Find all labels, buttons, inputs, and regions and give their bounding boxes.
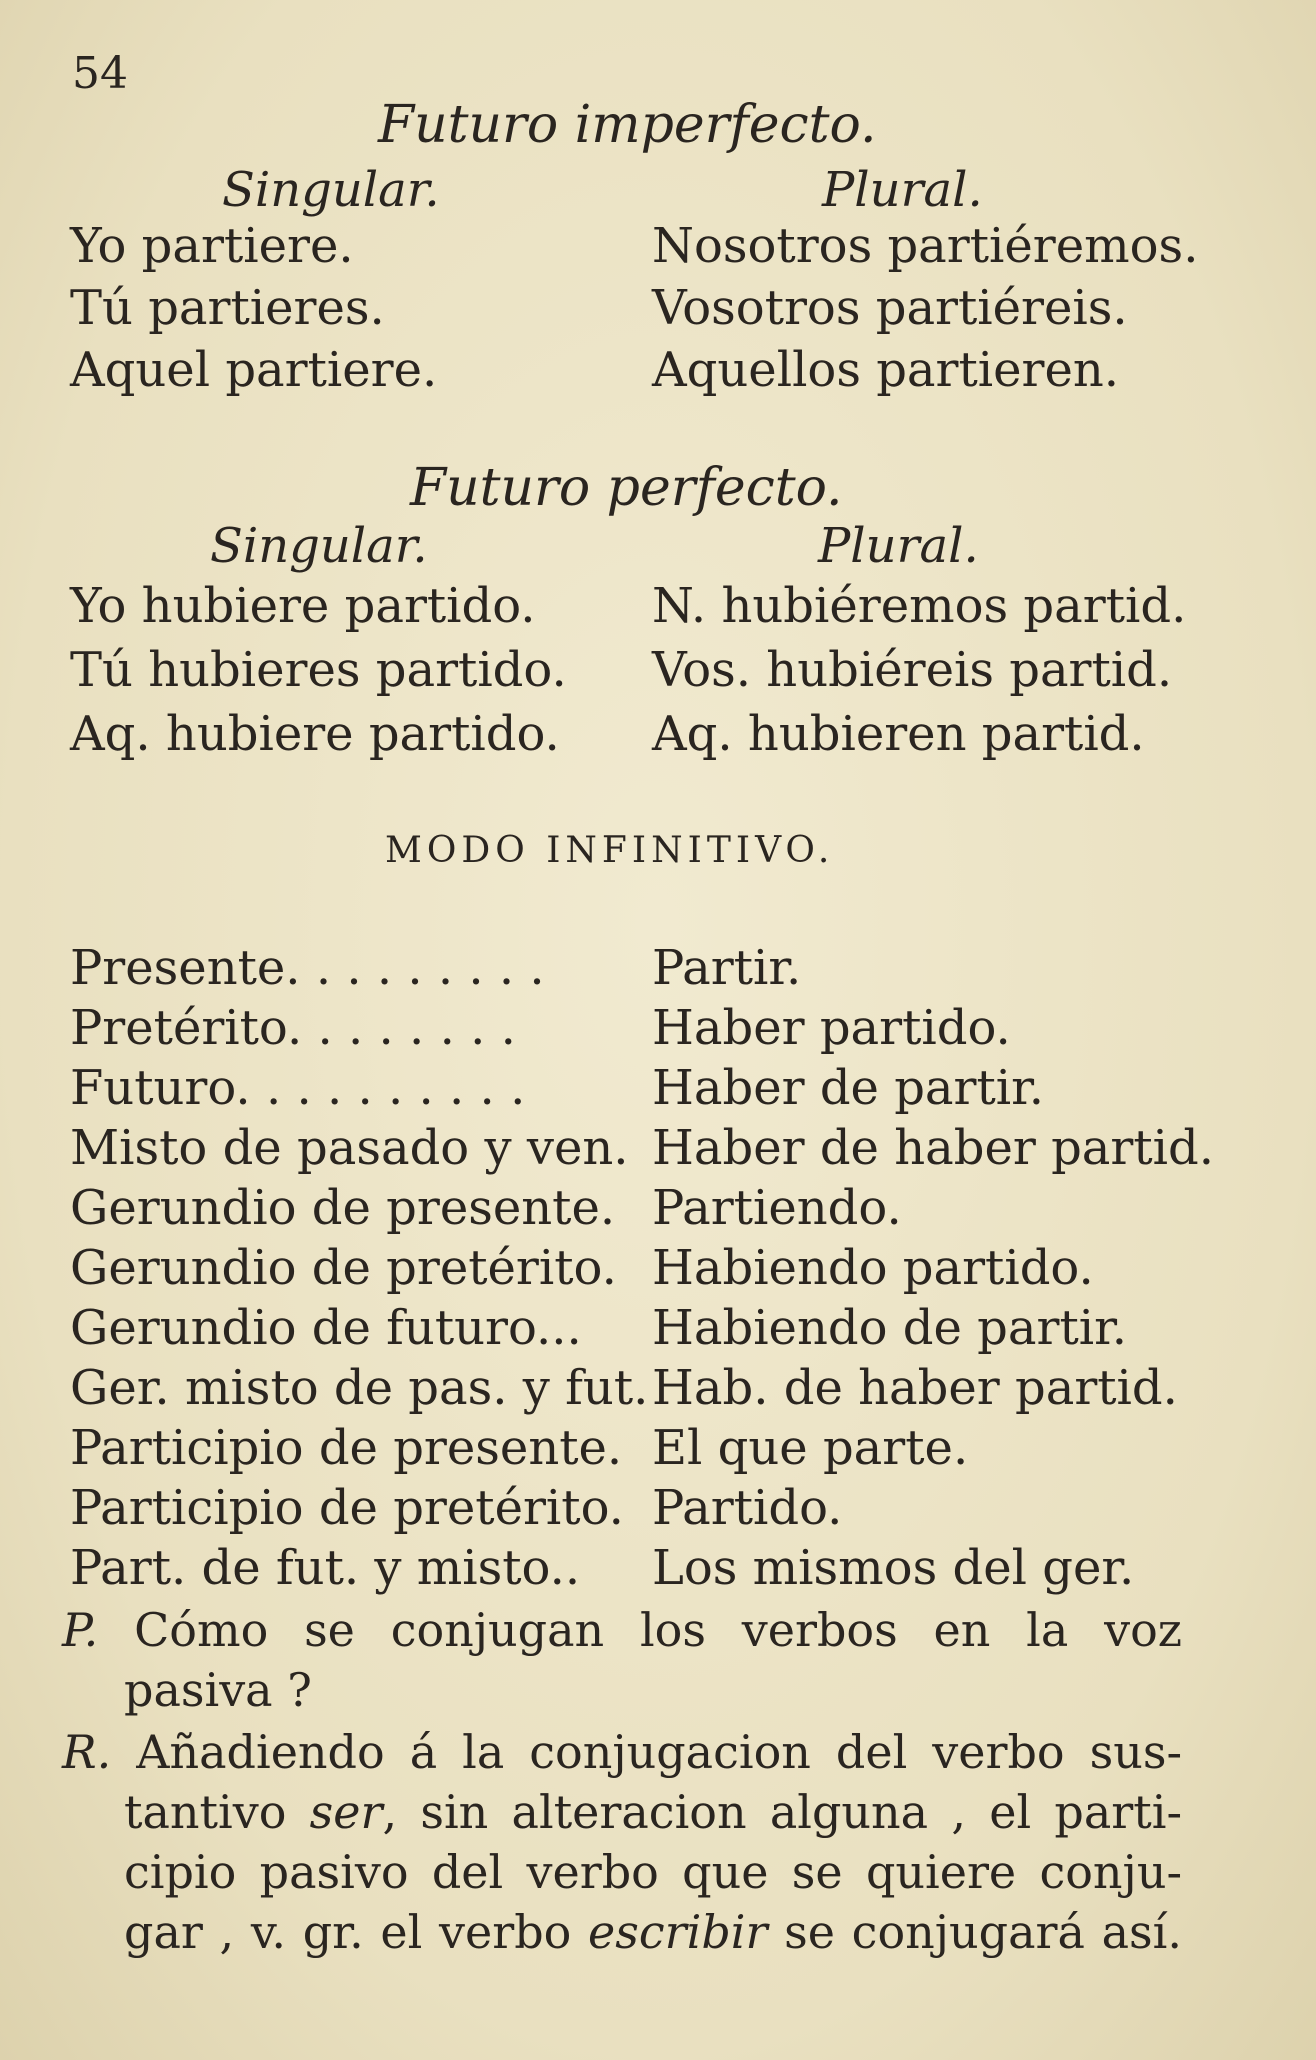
fi-plural-2: Vosotros partiéreis.: [652, 280, 1128, 336]
fp-singular-3: Aq. hubiere partido.: [70, 706, 560, 762]
inf-value-9: El que parte.: [652, 1420, 969, 1476]
inf-label-3: Futuro. . . . . . . . . .: [70, 1060, 526, 1116]
futuro-imperfecto-title: Futuro imperfecto.: [378, 95, 877, 155]
fp-plural-3: Aq. hubieren partid.: [652, 706, 1145, 762]
question-line-2: pasiva ?: [124, 1663, 312, 1717]
inf-value-3: Haber de partir.: [652, 1060, 1045, 1116]
inf-value-11: Los mismos del ger.: [652, 1540, 1135, 1596]
inf-label-9: Participio de presente.: [70, 1420, 623, 1476]
fi-plural-3: Aquellos partieren.: [652, 342, 1120, 398]
answer-line-3: cipio pasivo del verbo que se quiere conju-: [124, 1845, 1182, 1899]
futuro-perfecto-title: Futuro perfecto.: [410, 458, 843, 518]
inf-value-1: Partir.: [652, 940, 802, 996]
fp-plural-header: Plural.: [818, 518, 979, 574]
modo-infinitivo-title: MODO INFINITIVO.: [385, 830, 835, 871]
fp-plural-2: Vos. hubiéreis partid.: [652, 642, 1173, 698]
question-line-1: P. Cómo se conjugan los verbos en la voz: [62, 1603, 1182, 1657]
inf-label-8: Ger. misto de pas. y fut.: [70, 1360, 649, 1416]
page-number: 54: [72, 48, 128, 99]
inf-label-5: Gerundio de presente.: [70, 1180, 616, 1236]
inf-value-7: Habiendo de partir.: [652, 1300, 1128, 1356]
fi-singular-3: Aquel partiere.: [70, 342, 438, 398]
inf-label-4: Misto de pasado y ven.: [70, 1120, 629, 1176]
fi-plural-1: Nosotros partiéremos.: [652, 218, 1199, 274]
fi-singular-1: Yo partiere.: [70, 218, 354, 274]
inf-label-11: Part. de fut. y misto..: [70, 1540, 581, 1596]
inf-label-10: Participio de pretérito.: [70, 1480, 624, 1536]
inf-value-2: Haber partido.: [652, 1000, 1011, 1056]
fp-singular-header: Singular.: [210, 518, 428, 574]
inf-value-6: Habiendo partido.: [652, 1240, 1094, 1296]
answer-line-4: gar , v. gr. el verbo escribir se conjugará así.: [124, 1905, 1182, 1959]
fi-singular-2: Tú partieres.: [70, 280, 385, 336]
answer-paragraph: [62, 1722, 1182, 1962]
answer-marker: R.: [62, 1725, 112, 1779]
inf-value-8: Hab. de haber partid.: [652, 1360, 1178, 1416]
inf-value-5: Partiendo.: [652, 1180, 902, 1236]
inf-label-7: Gerundio de futuro...: [70, 1300, 582, 1356]
fi-plural-header: Plural.: [822, 162, 983, 218]
fp-singular-1: Yo hubiere partido.: [70, 578, 536, 634]
question-marker: P.: [62, 1603, 99, 1657]
inf-label-1: Presente. . . . . . . . .: [70, 940, 545, 996]
fi-singular-header: Singular.: [222, 162, 440, 218]
question-paragraph: [62, 1600, 1182, 1720]
inf-value-4: Haber de haber partid.: [652, 1120, 1214, 1176]
inf-value-10: Partido.: [652, 1480, 843, 1536]
fp-singular-2: Tú hubieres partido.: [70, 642, 567, 698]
fp-plural-1: N. hubiéremos partid.: [652, 578, 1187, 634]
inf-label-2: Pretérito. . . . . . . .: [70, 1000, 516, 1056]
answer-line-1: R. Añadiendo á la conjugacion del verbo sus-: [62, 1725, 1183, 1779]
inf-label-6: Gerundio de pretérito.: [70, 1240, 617, 1296]
answer-line-2: tantivo ser, sin alteracion alguna , el parti-: [124, 1785, 1182, 1839]
